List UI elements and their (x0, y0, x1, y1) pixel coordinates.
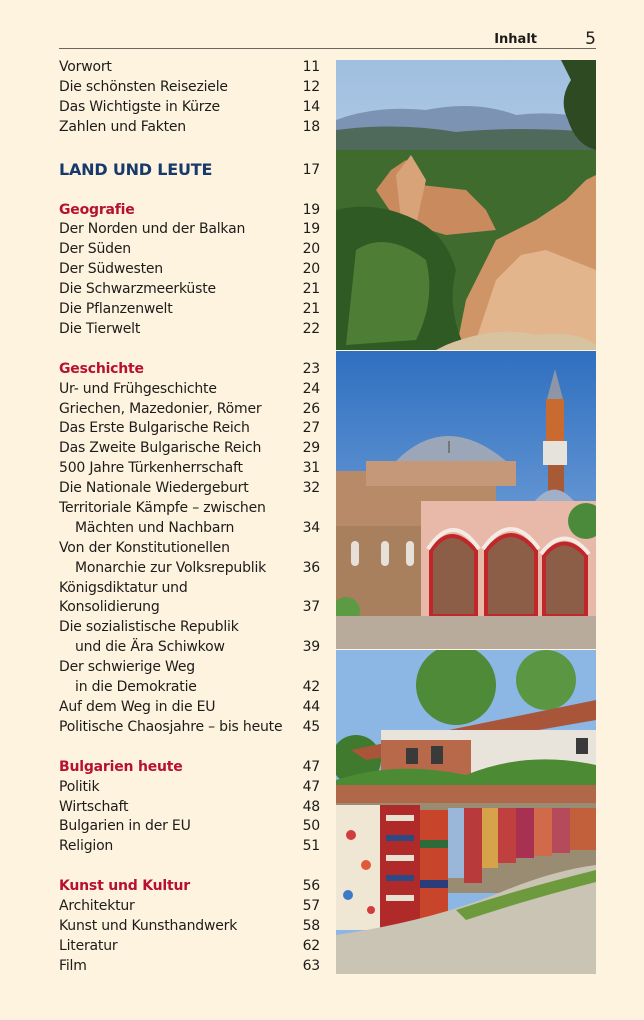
running-header (59, 28, 596, 49)
toc-entry-page: 63 (302, 957, 320, 974)
toc-entry-title: Kunst und Kunsthandwerk (59, 917, 238, 934)
toc-entry-page: 58 (302, 917, 320, 934)
toc-entry-page: 37 (302, 599, 320, 616)
toc-entry-title: Das Erste Bulgarische Reich (59, 420, 250, 437)
toc-entry-title: Zahlen und Fakten (59, 118, 186, 135)
toc-section-heading[interactable] (59, 877, 320, 897)
toc-entry-line2[interactable] (59, 519, 320, 539)
toc-entry-page: 22 (302, 320, 320, 337)
toc-part-heading[interactable] (59, 159, 320, 181)
toc-entry-title: Politik (59, 778, 100, 795)
toc-entry-page: 36 (302, 559, 320, 576)
toc-entry-title: Territoriale Kämpfe – zwischen (59, 500, 266, 517)
toc-entry[interactable] (59, 320, 320, 340)
toc-entry[interactable] (59, 98, 320, 118)
toc-entry-title-cont: Monarchie zur Volksrepublik (75, 559, 267, 576)
toc-entry-page: 44 (302, 698, 320, 715)
toc-entry-page: 51 (302, 838, 320, 855)
toc-entry-title: Das Zweite Bulgarische Reich (59, 440, 262, 457)
toc-entry[interactable] (59, 937, 320, 957)
toc-entry-page: 14 (302, 98, 320, 115)
toc-entry-page: 21 (302, 281, 320, 298)
photo-mosque (336, 351, 596, 649)
section-heading-page: 47 (302, 758, 320, 775)
toc-entry-title: Film (59, 957, 87, 974)
toc-entry[interactable] (59, 957, 320, 977)
toc-entry[interactable] (59, 817, 320, 837)
toc-entry-title: Griechen, Mazedonier, Römer (59, 400, 262, 417)
toc-entry-line1[interactable] (59, 658, 320, 678)
toc-entry[interactable] (59, 798, 320, 818)
toc-entry[interactable] (59, 897, 320, 917)
toc-entry-page: 29 (302, 440, 320, 457)
toc-entry-line2[interactable] (59, 638, 320, 658)
toc-entry[interactable] (59, 78, 320, 98)
section-heading-title: Bulgarien heute (59, 758, 183, 775)
section-heading-title: Geschichte (59, 360, 144, 377)
toc-entry-title-cont: in die Demokratie (75, 679, 197, 696)
toc-entry-page: 20 (302, 241, 320, 258)
toc-entry[interactable] (59, 58, 320, 78)
section-heading-page: 23 (302, 360, 320, 377)
toc-entry[interactable] (59, 459, 320, 479)
toc-entry-line2[interactable] (59, 678, 320, 698)
toc-entry[interactable] (59, 220, 320, 240)
toc-entry-title: Der Süden (59, 241, 131, 258)
toc-entry-title: Ur- und Frühgeschichte (59, 380, 217, 397)
toc-entry-title: Die Schwarzmeerküste (59, 281, 216, 298)
toc-entry-title: Der schwierige Weg (59, 659, 195, 676)
toc-entry-page: 27 (302, 420, 320, 437)
part-page: 17 (302, 161, 320, 178)
toc-entry[interactable] (59, 778, 320, 798)
toc-entry-title: Die schönsten Reiseziele (59, 78, 228, 95)
toc-entry-page: 24 (302, 380, 320, 397)
toc-entry-page: 11 (302, 59, 320, 75)
toc-entry-page: 31 (302, 460, 320, 477)
toc-entry-page: 42 (302, 679, 320, 696)
toc-entry-page: 12 (302, 78, 320, 95)
toc-entry[interactable] (59, 300, 320, 320)
section-heading-page: 19 (302, 201, 320, 218)
toc-entry-page: 48 (302, 798, 320, 815)
toc-entry-title: Die Pflanzenwelt (59, 301, 173, 318)
photo-sandstone-pyramids (336, 60, 596, 350)
section-heading-title: Geografie (59, 201, 135, 218)
section-title: Inhalt (494, 32, 537, 47)
toc-entry-title: Die sozialistische Republik (59, 619, 239, 636)
toc-entry[interactable] (59, 698, 320, 718)
page-number: 5 (585, 29, 596, 49)
toc-entry[interactable] (59, 837, 320, 857)
toc-entry-title: Die Tierwelt (59, 320, 141, 337)
toc-entry[interactable] (59, 479, 320, 499)
toc-entry-line1[interactable] (59, 499, 320, 519)
toc-entry-title: Bulgarien in der EU (59, 818, 191, 835)
toc-entry-title: Auf dem Weg in die EU (59, 698, 216, 715)
toc-entry[interactable] (59, 118, 320, 138)
toc-entry-title: Wirtschaft (59, 798, 129, 815)
toc-entry[interactable] (59, 380, 320, 400)
toc-entry-title: Religion (59, 838, 114, 855)
toc-entry-line1[interactable] (59, 579, 320, 599)
toc-section-heading[interactable] (59, 201, 320, 221)
toc-entry-title: 500 Jahre Türkenherrschaft (59, 460, 243, 477)
toc-section-heading[interactable] (59, 360, 320, 380)
toc-entry-title-cont: und die Ära Schiwkow (75, 639, 225, 656)
toc-entry-page: 20 (302, 261, 320, 278)
toc-entry-title-cont: Konsolidierung (59, 599, 160, 616)
toc-entry-page: 62 (302, 937, 320, 954)
toc-entry-page: 50 (302, 818, 320, 835)
toc-entry[interactable] (59, 260, 320, 280)
toc-entry-line1[interactable] (59, 539, 320, 559)
toc-entry-title: Die Nationale Wiedergeburt (59, 480, 249, 497)
toc-entry-title: Architektur (59, 898, 135, 915)
part-title: LAND UND LEUTE (59, 159, 213, 179)
toc-entry-title: Der Südwesten (59, 261, 163, 278)
toc-entry[interactable] (59, 917, 320, 937)
toc-entry-page: 45 (302, 718, 320, 735)
section-heading-page: 56 (302, 878, 320, 895)
toc-entry[interactable] (59, 439, 320, 459)
toc-entry-page: 47 (302, 778, 320, 795)
toc-entry-title: Königsdiktatur und (59, 579, 188, 596)
toc-entry-page: 18 (302, 118, 320, 135)
table-of-contents (59, 58, 320, 977)
toc-entry-title-cont: Mächten und Nachbarn (75, 519, 235, 536)
toc-entry-title: Das Wichtigste in Kürze (59, 98, 220, 115)
toc-entry-line1[interactable] (59, 618, 320, 638)
toc-entry-title: Von der Konstitutionellen (59, 539, 230, 556)
toc-entry[interactable] (59, 718, 320, 738)
toc-entry-page: 26 (302, 400, 320, 417)
photo-village-rugs (336, 650, 596, 974)
toc-entry-page: 32 (302, 480, 320, 497)
toc-entry-title: Politische Chaosjahre – bis heute (59, 718, 283, 735)
toc-entry-page: 39 (302, 639, 320, 656)
toc-entry[interactable] (59, 419, 320, 439)
toc-entry[interactable] (59, 240, 320, 260)
toc-entry-page: 19 (302, 221, 320, 238)
toc-entry-title: Vorwort (59, 59, 112, 75)
toc-section-heading[interactable] (59, 758, 320, 778)
toc-entry-page: 57 (302, 898, 320, 915)
toc-entry-page: 21 (302, 301, 320, 318)
toc-entry[interactable] (59, 280, 320, 300)
toc-entry-title: Der Norden und der Balkan (59, 221, 246, 238)
toc-entry-page: 34 (302, 519, 320, 536)
toc-entry-line2[interactable] (59, 598, 320, 618)
toc-entry-line2[interactable] (59, 559, 320, 579)
toc-entry-title: Literatur (59, 937, 118, 954)
section-heading-title: Kunst und Kultur (59, 878, 190, 895)
toc-entry[interactable] (59, 400, 320, 420)
